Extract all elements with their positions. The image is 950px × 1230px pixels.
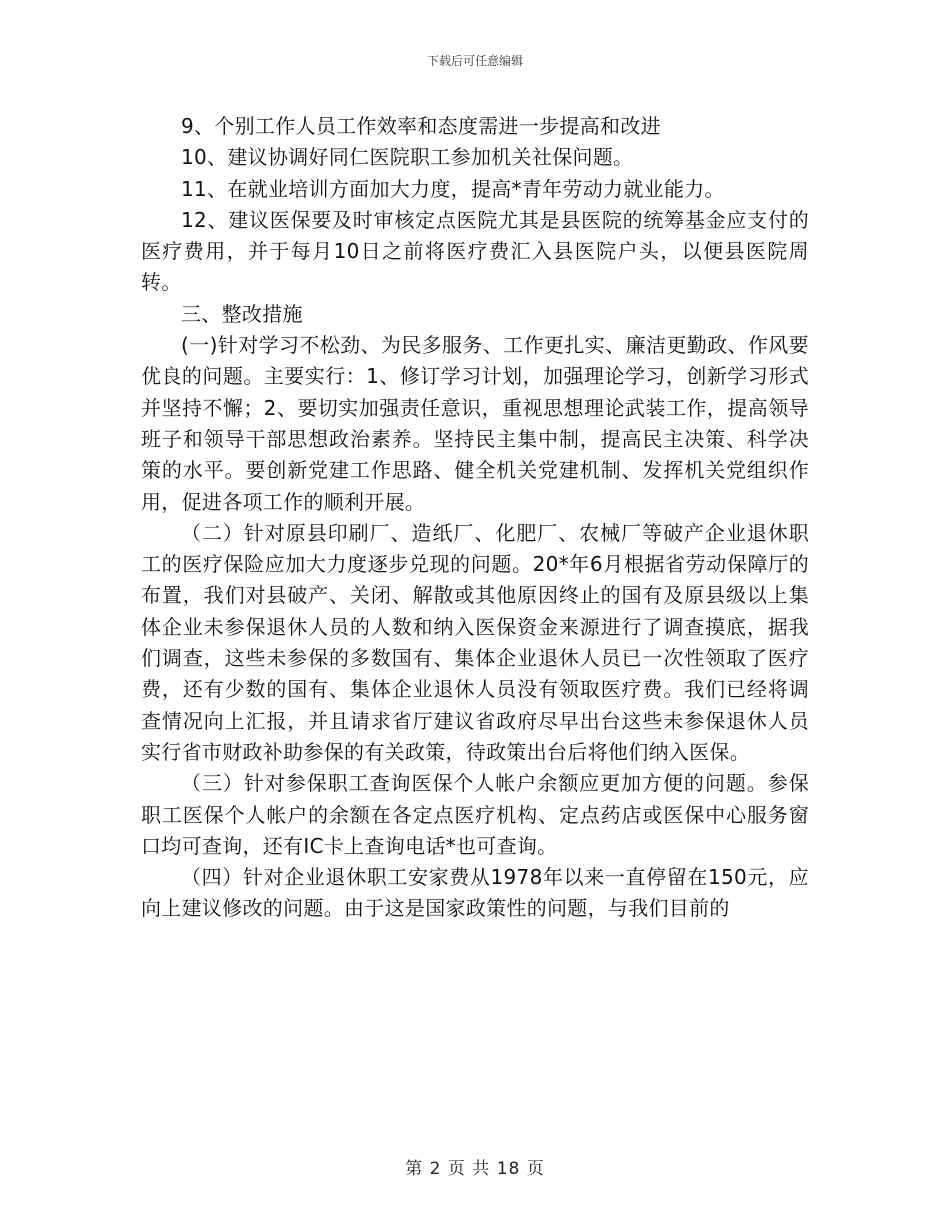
paragraph-measure-3: （三）针对参保职工查询医保个人帐户余额应更加方便的问题。参保职工医保个人帐户的余额在各定点医疗机构、定点药店或医保中心服务窗口均可查询，还有IC卡上查询电话*也可查询。 [141,771,809,858]
paragraph-measure-4: （四）针对企业退休职工安家费从1978年以来一直停留在150元，应向上建议修改的问题。由于这是国家政策性的问题，与我们目前的 [141,865,809,921]
paragraph-item-9: 9、个别工作人员工作效率和态度需进一步提高和改进 [181,114,661,138]
document-body [141,111,809,925]
page-number: 第 2 页 共 18 页 [405,1159,545,1179]
header-note: 下载后可任意编辑 [426,54,523,68]
section-heading-rectification: 三、整改措施 [181,301,303,326]
paragraph-measure-1: (一)针对学习不松劲、为民多服务、工作更扎实、廉洁更勤政、作风要优良的问题。主要实行：1、修订学习计划，加强理论学习，创新学习形式并坚持不懈；2、要切实加强责任意识，重视思想理论武装工作，提高领导班子和领导干部思想政治素养。坚持民主集中制，提高民主决策、科学决策的水平。要创新党建工作思路、健全机关党建机制、发挥机关党组织作用，促进各项工作的顺利开展。 [141,333,809,514]
paragraph-item-12: 12、建议医保要及时审核定点医院尤其是县医院的统筹基金应支付的医疗费用，并于每月10日之前将医疗费汇入县医院户头，以便县医院周转。 [141,207,809,295]
paragraph-measure-2: （二）针对原县印刷厂、造纸厂、化肥厂、农械厂等破产企业退休职工的医疗保险应加大力度逐步兑现的问题。20*年6月根据省劳动保障厅的布置，我们对县破产、关闭、解散或其他原因终止的国有及原县级以上集体企业未参保退休人员的人数和纳入医保资金来源进行了调查摸底，据我们调查，这些未参保的多数国有、集体企业退休人员已一次性领取了医疗费，还有少数的国有、集体企业退休人员没有领取医疗费。我们已经将调查情况向上汇报，并且请求省厅建议省政府尽早出台这些未参保退休人员实行省市财政补助参保的有关政策，待政策出台后将他们纳入医保。 [141,520,809,764]
paragraph-item-10: 10、建议协调好同仁医院职工参加机关社保问题。 [181,145,634,170]
paragraph-item-11: 11、在就业培训方面加大力度，提高*青年劳动力就业能力。 [181,176,725,201]
